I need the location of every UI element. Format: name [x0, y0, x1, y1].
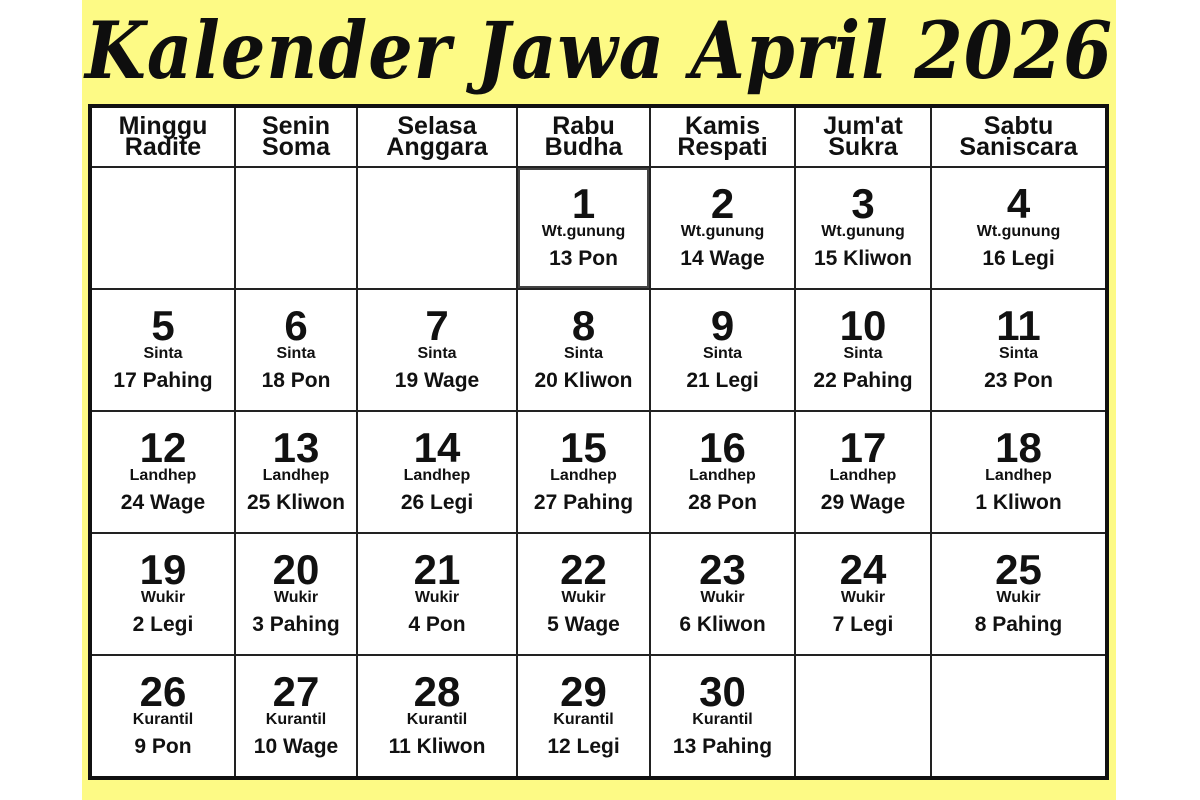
calendar-weeks — [90, 167, 1107, 778]
day-number: 15 — [560, 424, 607, 471]
day-number: 17 — [839, 424, 887, 471]
pasaran-label: 27 Pahing — [533, 491, 634, 514]
pasaran-label: 13 Pon — [549, 247, 618, 270]
pasaran-label: 28 Pon — [688, 491, 757, 514]
pasaran-label: 25 Kliwon — [246, 491, 346, 514]
day-cell — [235, 289, 357, 411]
day-cell — [650, 411, 795, 533]
day-number: 10 — [839, 302, 887, 349]
day-number: 6 — [284, 302, 308, 349]
day-cell — [90, 289, 235, 411]
wuku-label: Sinta — [843, 345, 883, 362]
weekday-name: Minggu — [118, 112, 208, 140]
weekday-name: Senin — [261, 112, 331, 140]
wuku-label: Kurantil — [265, 711, 327, 728]
day-cell — [517, 533, 650, 655]
day-cell — [931, 289, 1107, 411]
pasaran-label: 1 Kliwon — [975, 491, 1062, 514]
wuku-label: Sinta — [998, 345, 1039, 362]
wuku-label: Sinta — [276, 345, 316, 362]
weekday-header-row — [90, 106, 1107, 167]
empty-day-cell — [235, 167, 357, 289]
wuku-label: Wt.gunung — [976, 223, 1061, 240]
javanese-day-name: Radite — [124, 133, 202, 161]
calendar-title: Kalender Jawa April 2026 — [85, 3, 1113, 97]
week-row — [90, 167, 1107, 289]
pasaran-label: 4 Pon — [408, 613, 466, 636]
day-cell — [235, 533, 357, 655]
day-number: 9 — [710, 302, 735, 349]
pasaran-label: 7 Legi — [832, 613, 894, 636]
calendar-grid — [88, 104, 1109, 780]
day-cell — [235, 411, 357, 533]
weekday-header — [650, 106, 795, 167]
wuku-label: Landhep — [262, 467, 330, 484]
weekday-header — [90, 106, 235, 167]
pasaran-label: 18 Pon — [261, 369, 331, 392]
wuku-label: Wukir — [561, 589, 606, 606]
pasaran-label: 15 Kliwon — [813, 247, 913, 270]
wuku-label: Wukir — [700, 589, 745, 606]
day-cell — [931, 167, 1107, 289]
weekday-header — [931, 106, 1107, 167]
day-number: 3 — [851, 180, 875, 227]
pasaran-label: 14 Wage — [680, 247, 765, 270]
javanese-day-name: Saniscara — [959, 133, 1078, 161]
day-number: 5 — [151, 302, 175, 349]
weekday-header — [517, 106, 650, 167]
wuku-label: Wukir — [140, 589, 186, 606]
day-number: 23 — [699, 546, 746, 593]
day-number: 13 — [272, 424, 320, 471]
day-number: 19 — [139, 546, 187, 593]
day-number: 16 — [699, 424, 746, 471]
day-number: 20 — [272, 546, 320, 593]
day-number: 27 — [272, 668, 320, 715]
wuku-label: Landhep — [129, 467, 197, 484]
weekday-name: Jum'at — [823, 112, 903, 140]
day-cell — [357, 411, 517, 533]
empty-day-cell — [931, 655, 1107, 778]
day-number: 29 — [560, 668, 607, 715]
javanese-day-name: Soma — [261, 133, 331, 161]
weekday-name: Rabu — [552, 112, 615, 140]
wuku-label: Wukir — [840, 589, 886, 606]
wuku-label: Kurantil — [553, 711, 614, 728]
day-number: 18 — [995, 424, 1042, 471]
pasaran-label: 6 Kliwon — [679, 613, 766, 636]
weekday-name: Sabtu — [983, 112, 1054, 140]
day-number: 24 — [839, 546, 887, 593]
day-cell — [517, 167, 650, 289]
pasaran-label: 21 Legi — [686, 369, 759, 392]
wuku-label: Landhep — [550, 467, 617, 484]
weekday-header — [795, 106, 931, 167]
day-number: 2 — [710, 180, 735, 227]
day-cell — [357, 655, 517, 778]
wuku-label: Wukir — [414, 589, 460, 606]
wuku-label: Wt.gunung — [541, 223, 626, 240]
day-number: 28 — [413, 668, 461, 715]
day-number: 4 — [1006, 180, 1031, 227]
day-cell — [650, 655, 795, 778]
wuku-label: Sinta — [143, 345, 183, 362]
day-cell — [795, 411, 931, 533]
day-number: 25 — [995, 546, 1042, 593]
day-cell — [931, 411, 1107, 533]
day-cell — [357, 533, 517, 655]
pasaran-label: 16 Legi — [982, 247, 1055, 270]
javanese-day-name: Anggara — [386, 133, 488, 161]
day-cell — [235, 655, 357, 778]
pasaran-label: 24 Wage — [120, 491, 206, 514]
weekday-name: Kamis — [684, 112, 761, 140]
weekday-name: Selasa — [397, 112, 477, 140]
week-row — [90, 533, 1107, 655]
wuku-label: Kurantil — [132, 711, 194, 728]
day-cell — [795, 533, 931, 655]
pasaran-label: 13 Pahing — [672, 735, 773, 758]
wuku-label: Wukir — [273, 589, 319, 606]
day-number: 30 — [699, 668, 746, 715]
pasaran-label: 22 Pahing — [813, 369, 913, 392]
day-cell — [795, 289, 931, 411]
wuku-label: Wukir — [996, 589, 1041, 606]
day-cell — [795, 167, 931, 289]
pasaran-label: 20 Kliwon — [534, 369, 633, 392]
day-cell — [90, 655, 235, 778]
day-number: 26 — [139, 668, 187, 715]
day-cell — [931, 533, 1107, 655]
day-number: 11 — [996, 302, 1041, 349]
weekday-header — [235, 106, 357, 167]
wuku-label: Kurantil — [692, 711, 753, 728]
wuku-label: Landhep — [985, 467, 1052, 484]
day-cell — [650, 289, 795, 411]
pasaran-label: 19 Wage — [394, 369, 480, 392]
day-cell — [517, 289, 650, 411]
wuku-label: Kurantil — [406, 711, 468, 728]
javanese-day-name: Sukra — [828, 133, 898, 161]
day-cell — [650, 167, 795, 289]
pasaran-label: 2 Legi — [132, 613, 194, 636]
pasaran-label: 23 Pon — [984, 369, 1053, 392]
day-cell — [357, 289, 517, 411]
javanese-day-name: Budha — [544, 133, 623, 161]
wuku-label: Landhep — [403, 467, 471, 484]
wuku-label: Sinta — [702, 345, 743, 362]
wuku-label: Sinta — [563, 345, 604, 362]
empty-day-cell — [795, 655, 931, 778]
day-number: 14 — [413, 424, 461, 471]
wuku-label: Wt.gunung — [821, 223, 905, 240]
pasaran-label: 11 Kliwon — [388, 735, 486, 758]
wuku-label: Wt.gunung — [680, 223, 765, 240]
empty-day-cell — [357, 167, 517, 289]
weekday-header — [357, 106, 517, 167]
day-number: 8 — [571, 302, 596, 349]
week-row — [90, 411, 1107, 533]
day-cell — [90, 533, 235, 655]
empty-day-cell — [90, 167, 235, 289]
wuku-label: Landhep — [829, 467, 897, 484]
week-row — [90, 289, 1107, 411]
pasaran-label: 9 Pon — [134, 735, 192, 758]
week-row — [90, 655, 1107, 778]
day-cell — [90, 411, 235, 533]
pasaran-label: 10 Wage — [253, 735, 339, 758]
day-cell — [650, 533, 795, 655]
day-cell — [517, 655, 650, 778]
pasaran-label: 3 Pahing — [252, 613, 340, 636]
wuku-label: Sinta — [417, 345, 457, 362]
javanese-day-name: Respati — [677, 133, 768, 161]
day-number: 7 — [425, 302, 449, 349]
day-number: 21 — [413, 546, 461, 593]
pasaran-label: 17 Pahing — [113, 369, 213, 392]
pasaran-label: 12 Legi — [547, 735, 620, 758]
day-number: 1 — [571, 180, 596, 227]
pasaran-label: 8 Pahing — [974, 613, 1063, 636]
pasaran-label: 5 Wage — [547, 613, 620, 636]
day-number: 22 — [560, 546, 607, 593]
day-cell — [517, 411, 650, 533]
day-number: 12 — [139, 424, 187, 471]
pasaran-label: 29 Wage — [820, 491, 906, 514]
pasaran-label: 26 Legi — [400, 491, 474, 514]
wuku-label: Landhep — [689, 467, 756, 484]
